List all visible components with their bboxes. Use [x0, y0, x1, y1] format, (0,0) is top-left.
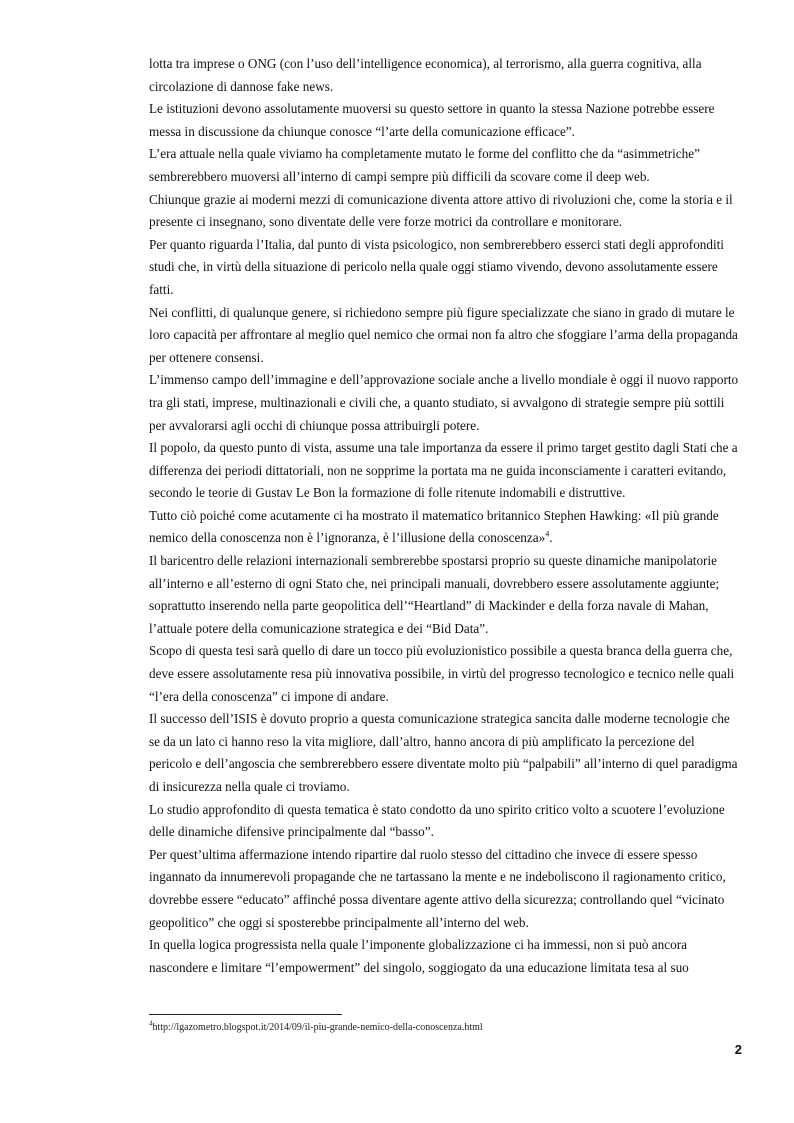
- paragraph: Per quest’ultima affermazione intendo ripartire dal ruolo stesso del cittadino che invece di essere spesso ingannato da innumerevoli propagande che ne tartassano la mente e ne indeboliscono il ragionamento critico, dovrebbe essere “educato” affinché possa diventare agente attivo della sicurezza; controllando quel “vicinato geopolitico” che oggi si sposterebbe principalmente all’interno del web.: [149, 846, 726, 930]
- paragraph: Scopo di questa tesi sarà quello di dare un tocco più evoluzionistico possibile a questa branca della guerra che, deve essere assolutamente resa più innovativa possibile, in virtù del progresso tecnologico e tecnico nelle quali “l’era della conoscenza” ci impone di andare.: [149, 643, 735, 704]
- paragraph: Per quanto riguarda l’Italia, dal punto di vista psicologico, non sembrerebbero esserci stati degli approfonditi studi che, in virtù della situazione di pericolo nella quale oggi stiamo vivendo, devono assolutamente essere fatti.: [149, 236, 724, 297]
- footnote-number: 4: [149, 1019, 153, 1028]
- paragraph: Lo studio approfondito di questa tematica è stato condotto da uno spirito critico volto a scuotere l’evoluzione delle dinamiche difensive principalmente dal “basso”.: [149, 801, 725, 840]
- quote-end: .: [549, 530, 553, 546]
- paragraph: Le istituzioni devono assolutamente muoversi su questo settore in quanto la stessa Nazione potrebbe essere messa in discussione da chiunque conosce “l’arte della comunicazione efficace”.: [149, 101, 715, 139]
- footnote: [149, 1019, 741, 1033]
- footnote-reference[interactable]: 4: [545, 530, 550, 540]
- page-number: 2: [734, 1042, 742, 1057]
- paragraph: Nei conflitti, di qualunque genere, si richiedono sempre più figure specializzate che siano in grado di mutare le loro capacità per affrontare al meglio quel nemico che ormai non fa altro che sfoggiare l’arma della propaganda per ottenere consensi.: [149, 304, 738, 365]
- footnote-separator: [149, 1014, 342, 1015]
- paragraph: In quella logica progressista nella quale l’imponente globalizzazione ci ha immessi, non si può ancora nascondere e limitare “l’empowerment” del singolo, soggiogato da una educazione limitata tesa al suo: [149, 937, 689, 975]
- quote-paragraph: [149, 505, 741, 550]
- paragraph: Il popolo, da questo punto di vista, assume una tale importanza da essere il primo target gestito dagli Stati che a differenza dei periodi dittatoriali, non ne sopprime la portata ma ne guida inconsciamente i caratteri evitando, secondo le teorie di Gustav Le Bon la formazione di folle ritenute indomabili e distruttive.: [149, 440, 738, 501]
- paragraph: L’immenso campo dell’immagine e dell’approvazione sociale anche a livello mondiale è oggi il nuovo rapporto tra gli stati, imprese, multinazionali e civili che, a quanto studiato, si avvalgono di strategie sempre più sottili per avvalorarsi agli occhi di chiunque possa attribuirgli potere.: [149, 372, 739, 433]
- paragraph: L’era attuale nella quale viviamo ha completamente mutato le forme del conflitto che da “asimmetriche” sembrerebbero muoversi all’interno di campi sempre più difficili da scovare come il deep web.: [149, 146, 700, 184]
- footnote-link[interactable]: http://lgazometro.blogspot.it/2014/09/il-piu-grande-nemico-della-conoscenza.html: [152, 1022, 483, 1033]
- paragraph: Il baricentro delle relazioni internazionali sembrerebbe spostarsi proprio su queste dinamiche manipolatorie all’interno e all’esterno di ogni Stato che, nei principali manuali, dovrebbero essere assolutamente aggiunte; soprattutto inserendo nella parte geopolitica dell’“Heartland” di Mackinder e della forza navale di Mahan, l’attuale potere della comunicazione strategica e dei “Bid Data”.: [149, 553, 720, 636]
- body-text: [149, 53, 741, 979]
- paragraph: Il successo dell’ISIS è dovuto proprio a questa comunicazione strategica sancita dalle moderne tecnologie che se da un lato ci hanno reso la vita migliore, dall’altro, hanno ancora di più amplificato la percezione del pericolo e dell’angoscia che sembrerebbero essere diventate molto più “palpabili” all’interno di quel paradigma di insicurezza nella quale ci troviamo.: [149, 711, 738, 794]
- paragraph: Chiunque grazie ai moderni mezzi di comunicazione diventa attore attivo di rivoluzioni che, come la storia e il presente ci insegnano, sono diventate delle vere forze motrici da controllare e monitorare.: [149, 191, 733, 230]
- quote-text: Tutto ciò poiché come acutamente ci ha mostrato il matematico britannico Stephen Hawking: «Il più grande nemico della conoscenza non è l’ignoranza, è l’illusione della conoscenza»: [149, 507, 719, 546]
- paragraph: lotta tra imprese o ONG (con l’uso dell’intelligence economica), al terrorismo, alla guerra cognitiva, alla circolazione di dannose fake news.: [149, 56, 702, 94]
